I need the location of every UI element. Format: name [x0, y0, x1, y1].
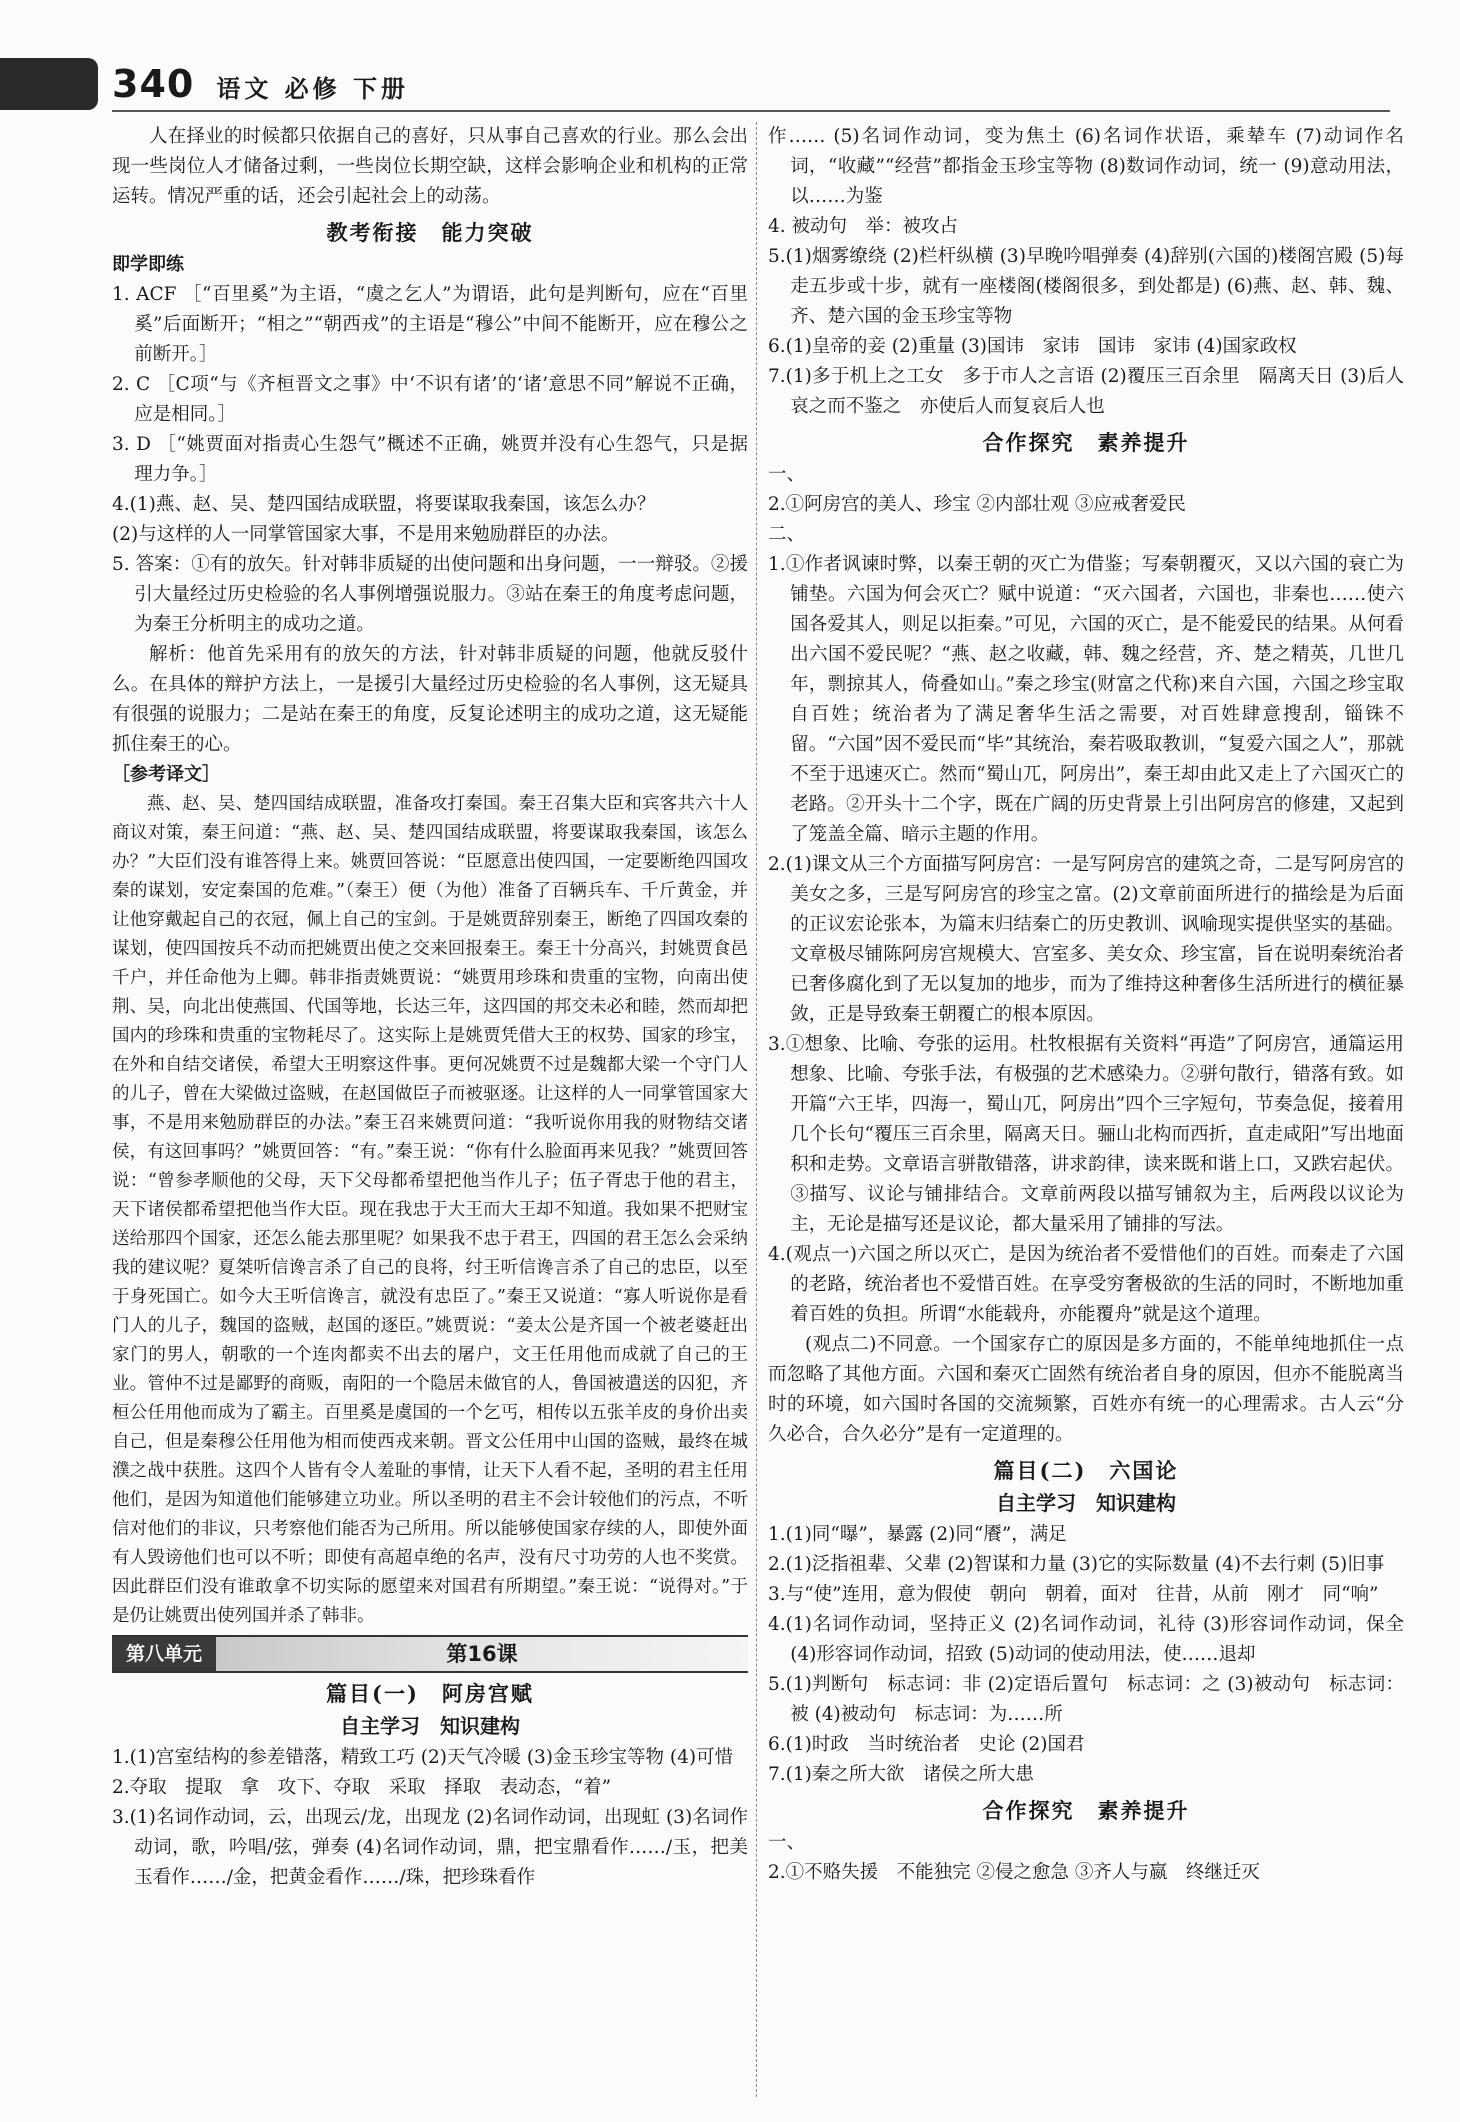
header-rule [112, 110, 1390, 112]
knowledge-7: 7.(1)多于机上之工女 多于市人之言语 (2)覆压三百余里 隔离天日 (3)后人哀之而不鉴之 亦使后人而复哀后人也 [768, 366, 1404, 417]
reference-label: ［参考译文］ [112, 764, 220, 785]
page-number: 340 [112, 62, 195, 106]
knowledge-5: 5.(1)烟雾缭绕 (2)栏杆纵横 (3)早晚吟唱弹奏 (4)辞别(六国的)楼阁宫殿 (5)每走五步或十步，就有一座楼阁(楼阁很多，到处都是) (6)燕、赵、韩、魏、齐、楚六国的金玉珍宝等物 [768, 246, 1404, 327]
self-study-heading-2: 自主学习 知识建构 [996, 1491, 1176, 1515]
part-one-label: 一、 [768, 464, 806, 485]
section-heading: 教考衔接 能力突破 [326, 220, 534, 245]
coop-2-b: 2.①不赂失援 不能独完 ②侵之愈急 ③齐人与嬴 终继迁灭 [768, 1862, 1260, 1883]
explore-1: 1.①作者讽谏时弊，以秦王朝的灭亡为借鉴；写秦朝覆灭，又以六国的衰亡为铺垫。六国为何会灭亡？赋中说道：“灭六国者，六国也，非秦也……使六国各爱其人，则足以拒秦。”可见，六国的灭亡，是不能爱民的结果。从何看出六国不爱民呢？“燕、赵之收藏，韩、魏之经营，齐、楚之精英，几世几年，剽掠其人，倚叠如山。”秦之珍宝(财富之代称)来自六国，六国之珍宝取自百姓；统治者为了满足奢华生活之需要，对百姓肆意搜刮，锱铢不留。“六国”因不爱民而“毕”其统治，秦若吸取教训，“复爱六国之人”，那就不至于迅速灭亡。然而“蜀山兀，阿房出”，秦王却由此又走上了六国灭亡的老路。②开头十二个字，既在广阔的历史背景上引出阿房宫的修建，又起到了笼盖全篇、暗示主题的作用。 [768, 554, 1404, 845]
unit-bar [112, 1635, 748, 1673]
answer-2: 2. C ［C项“与《齐桓晋文之事》中‘不识有诸’的‘诸’意思不同”解说不正确，应是相同。］ [112, 374, 748, 425]
page-tab-marker [0, 58, 98, 110]
study-2: 2.(1)泛指祖辈、父辈 (2)智谋和力量 (3)它的实际数量 (4)不去行刺 (5)旧事 [768, 1554, 1385, 1575]
explore-3: 3.①想象、比喻、夸张的运用。杜牧根据有关资料“再造”了阿房宫，通篇运用想象、比喻、夸张手法，有极强的艺术感染力。②骈句散行，错落有致。如开篇“六王毕，四海一，蜀山兀，阿房出”四个三字短句，节奏急促，接着用几个长句“覆压三百余里，隔离天日。骊山北构而西折，直走咸阳”写出地面积和走势。文章语言骈散错落，讲求韵律，读来既和谐上口，又跌宕起伏。③描写、议论与铺排结合。文章前两段以描写铺叙为主，后两段以议论为主，无论是描写还是议论，都大量采用了铺排的写法。 [768, 1034, 1404, 1235]
knowledge-2: 2.夺取 提取 拿 攻下、夺取 采取 择取 表动态，“着” [112, 1777, 612, 1798]
study-1: 1.(1)同“曝”，暴露 (2)同“餍”，满足 [768, 1524, 1067, 1545]
answer-4b: (2)与这样的人一同掌管国家大事，不是用来勉励群臣的办法。 [112, 524, 620, 545]
lesson-label: 第16课 [446, 1642, 518, 1666]
explore-4b: (观点二)不同意。一个国家存亡的原因是多方面的，不能单纯地抓住一点而忽略了其他方面。六国和秦灭亡固然有统治者自身的原因，但亦不能脱离当时的环境，如六国时各国的交流频繁，百姓亦有统一的心理需求。古人云“分久必合，合久必分”是有一定道理的。 [768, 1334, 1404, 1445]
piece-2-title: 篇目(二) 六国论 [993, 1458, 1179, 1483]
intro-paragraph: 人在择业的时候都只依据自己的喜好，只从事自己喜欢的行业。那么会出现一些岗位人才储备过剩，一些岗位长期空缺，这样会影响企业和机构的正常运转。情况严重的话，还会引起社会上的动荡。 [112, 126, 748, 207]
answer-3: 3. D ［“姚贾面对指责心生怨气”概述不正确，姚贾并没有心生怨气，只是据理力争。］ [112, 434, 748, 485]
page-header [112, 62, 409, 108]
explore-2: 2.(1)课文从三个方面描写阿房宫：一是写阿房宫的建筑之奇，二是写阿房宫的美女之多，三是写阿房宫的珍宝之富。(2)文章前面所进行的描绘是为后面的正议宏论张本，为篇末归结秦亡的历史教训、讽喻现实提供坚实的基础。文章极尽铺陈阿房宫规模大、宫室多、美女众、珍宝富，旨在说明秦统治者已奢侈腐化到了无以复加的地步，而为了维持这种奢侈生活所进行的横征暴敛，正是导致秦王朝覆亡的根本原因。 [768, 854, 1404, 1025]
knowledge-1: 1.(1)宫室结构的参差错落，精致工巧 (2)天气冷暖 (3)金玉珍宝等物 (4)可惜 [112, 1747, 734, 1768]
unit-label: 第八单元 [112, 1637, 216, 1671]
study-4: 4.(1)名词作动词，坚持正义 (2)名词作动词，礼待 (3)形容词作动词，保全 (4)形容词作动词，招致 (5)动词的使动用法，使……退却 [768, 1614, 1404, 1665]
answer-1: 1. ACF ［“百里奚”为主语，“虞之乞人”为谓语，此句是判断句，应在“百里奚”后面断开；“相之”“朝西戎”的主语是“穆公”中间不能断开，应在穆公之前断开。］ [112, 284, 748, 365]
self-study-heading: 自主学习 知识建构 [340, 1714, 520, 1738]
left-column [112, 122, 748, 1893]
study-5: 5.(1)判断句 标志词：非 (2)定语后置句 标志词：之 (3)被动句 标志词：被 (4)被动句 标志词：为……所 [768, 1674, 1404, 1725]
knowledge-6: 6.(1)皇帝的妾 (2)重量 (3)国讳 家讳 国讳 家讳 (4)国家政权 [768, 336, 1297, 357]
part-two-label: 二、 [768, 524, 806, 545]
book-title: 语文 必修 下册 [216, 74, 410, 103]
study-3: 3.与“使”连用，意为假使 朝向 朝着，面对 往昔，从前 刚才 同“响” [768, 1584, 1379, 1605]
part-one-label-2: 一、 [768, 1832, 806, 1853]
coop-2: 2.①阿房宫的美人、珍宝 ②内部壮观 ③应戒奢爱民 [768, 494, 1186, 515]
continuation: 作…… (5)名词作动词，变为焦土 (6)名词作状语，乘辇车 (7)动词作名词，“收藏”“经营”都指金玉珍宝等物 (8)数词作动词，统一 (9)意动用法，以……为鉴 [768, 126, 1404, 207]
section-heading-3: 合作探究 素养提升 [982, 1798, 1190, 1823]
column-divider [756, 122, 757, 2097]
piece-1-title: 篇目(一) 阿房宫赋 [326, 1681, 534, 1706]
analysis: 解析：他首先采用有的放矢的方法，针对韩非质疑的问题，他就反驳什么。在具体的辩护方法上，一是援引大量经过历史检验的名人事例，这无疑具有很强的说服力；二是站在秦王的角度，反复论述明主的成功之道，这无疑能抓住秦王的心。 [112, 644, 748, 755]
explore-4a: 4.(观点一)六国之所以灭亡，是因为统治者不爱惜他们的百姓。而秦走了六国的老路，统治者也不爱惜百姓。在享受穷奢极欲的生活的同时，不断地加重着百姓的负担。所谓“水能载舟，亦能覆舟”就是这个道理。 [768, 1244, 1404, 1325]
section-heading-2: 合作探究 素养提升 [982, 430, 1190, 455]
study-7: 7.(1)秦之所大欲 诸侯之所大患 [768, 1764, 1034, 1785]
answer-5: 5. 答案：①有的放矢。针对韩非质疑的出使问题和出身问题，一一辩驳。②援引大量经过历史检验的名人事例增强说服力。③站在秦王的角度考虑问题，为秦王分析明主的成功之道。 [112, 554, 748, 635]
reference-translation: 燕、赵、吴、楚四国结成联盟，准备攻打秦国。秦王召集大臣和宾客共六十人商议对策，秦王问道：“燕、赵、吴、楚四国结成联盟，将要谋取我秦国，该怎么办？”大臣们没有谁答得上来。姚贾回答说：“臣愿意出使四国，一定要断绝四国攻秦的谋划，安定秦国的危难。”（秦王）便（为他）准备了百辆兵车、千斤黄金，并让他穿戴起自己的衣冠，佩上自己的宝剑。于是姚贾辞别秦王，断绝了四国攻秦的谋划，使四国按兵不动而把姚贾出使之交来回报秦王。秦王十分高兴，封姚贾食邑千户，并任命他为上卿。韩非指责姚贾说：“姚贾用珍珠和贵重的宝物，向南出使荆、吴，向北出使燕国、代国等地，长达三年，这四国的邦交未必和睦，然而却把国内的珍珠和贵重的宝物耗尽了。这实际上是姚贾凭借大王的权势、国家的珍宝，在外和自结交诸侯，希望大王明察这件事。更何况姚贾不过是魏都大梁一个守门人的儿子，曾在大梁做过盗贼，在赵国做臣子而被驱逐。让这样的人一同掌管国家大事，不是用来勉励群臣的办法。”秦王召来姚贾问道：“我听说你用我的财物结交诸侯，有这回事吗？”姚贾回答：“有。”秦王说：“你有什么脸面再来见我？”姚贾回答说：“曾参孝顺他的父母，天下父母都希望把他当作儿子；伍子胥忠于他的君主，天下诸侯都希望把他当作大臣。现在我忠于大王而大王却不知道。我如果不把财宝送给那四个国家，还怎么能去那里呢？如果我不忠于君王，四国的君王怎么会采纳我的建议呢？夏桀听信谗言杀了自己的良将，纣王听信谗言杀了自己的忠臣，以至于身死国亡。如今大王听信谗言，就没有忠臣了。”秦王又说道：“寡人听说你是看门人的儿子，魏国的盗贼，赵国的逐臣。”姚贾说：“姜太公是齐国一个被老婆赶出家门的男人，朝歌的一个连肉都卖不出去的屠户，文王任用他而成就了自己的王业。管仲不过是鄙野的商贩，南阳的一个隐居未做官的人，鲁国被遣送的囚犯，齐桓公任用他而成为了霸主。百里奚是虞国的一个乞丐，相传以五张羊皮的身价出卖自己，但是秦穆公任用他为相而使西戎来朝。晋文公任用中山国的盗贼，最终在城濮之战中获胜。这四个人皆有令人羞耻的事情，让天下人看不起，圣明的君主任用他们，是因为知道他们能够建立功业。所以圣明的君主不会计较他们的污点，不听信对他们的非议，只考察他们能否为己所用。所以能够使国家存续的人，即使外面有人毁谤他们也可以不听；即使有高超卓绝的名声，没有尺寸功劳的人也不奖赏。因此群臣们没有谁敢拿不切实际的愿望来对国君有所期望。”秦王说：“说得对。”于是仍让姚贾出使列国并杀了韩非。 [112, 794, 748, 1626]
knowledge-3: 3.(1)名词作动词，云，出现云/龙，出现龙 (2)名词作动词，出现虹 (3)名词作动词，歌，吟唱/弦，弹奏 (4)名词作动词，鼎，把宝鼎看作……/玉，把美玉看作……/金，把黄金看作……/珠，把珍珠看作 [112, 1807, 748, 1888]
right-column [768, 122, 1404, 1888]
knowledge-4: 4. 被动句 举：被攻占 [768, 216, 959, 237]
study-6: 6.(1)时政 当时统治者 史论 (2)国君 [768, 1734, 1085, 1755]
answer-4a: 4.(1)燕、赵、吴、楚四国结成联盟，将要谋取我秦国，该怎么办？ [112, 494, 656, 515]
practice-label: 即学即练 [112, 254, 184, 275]
